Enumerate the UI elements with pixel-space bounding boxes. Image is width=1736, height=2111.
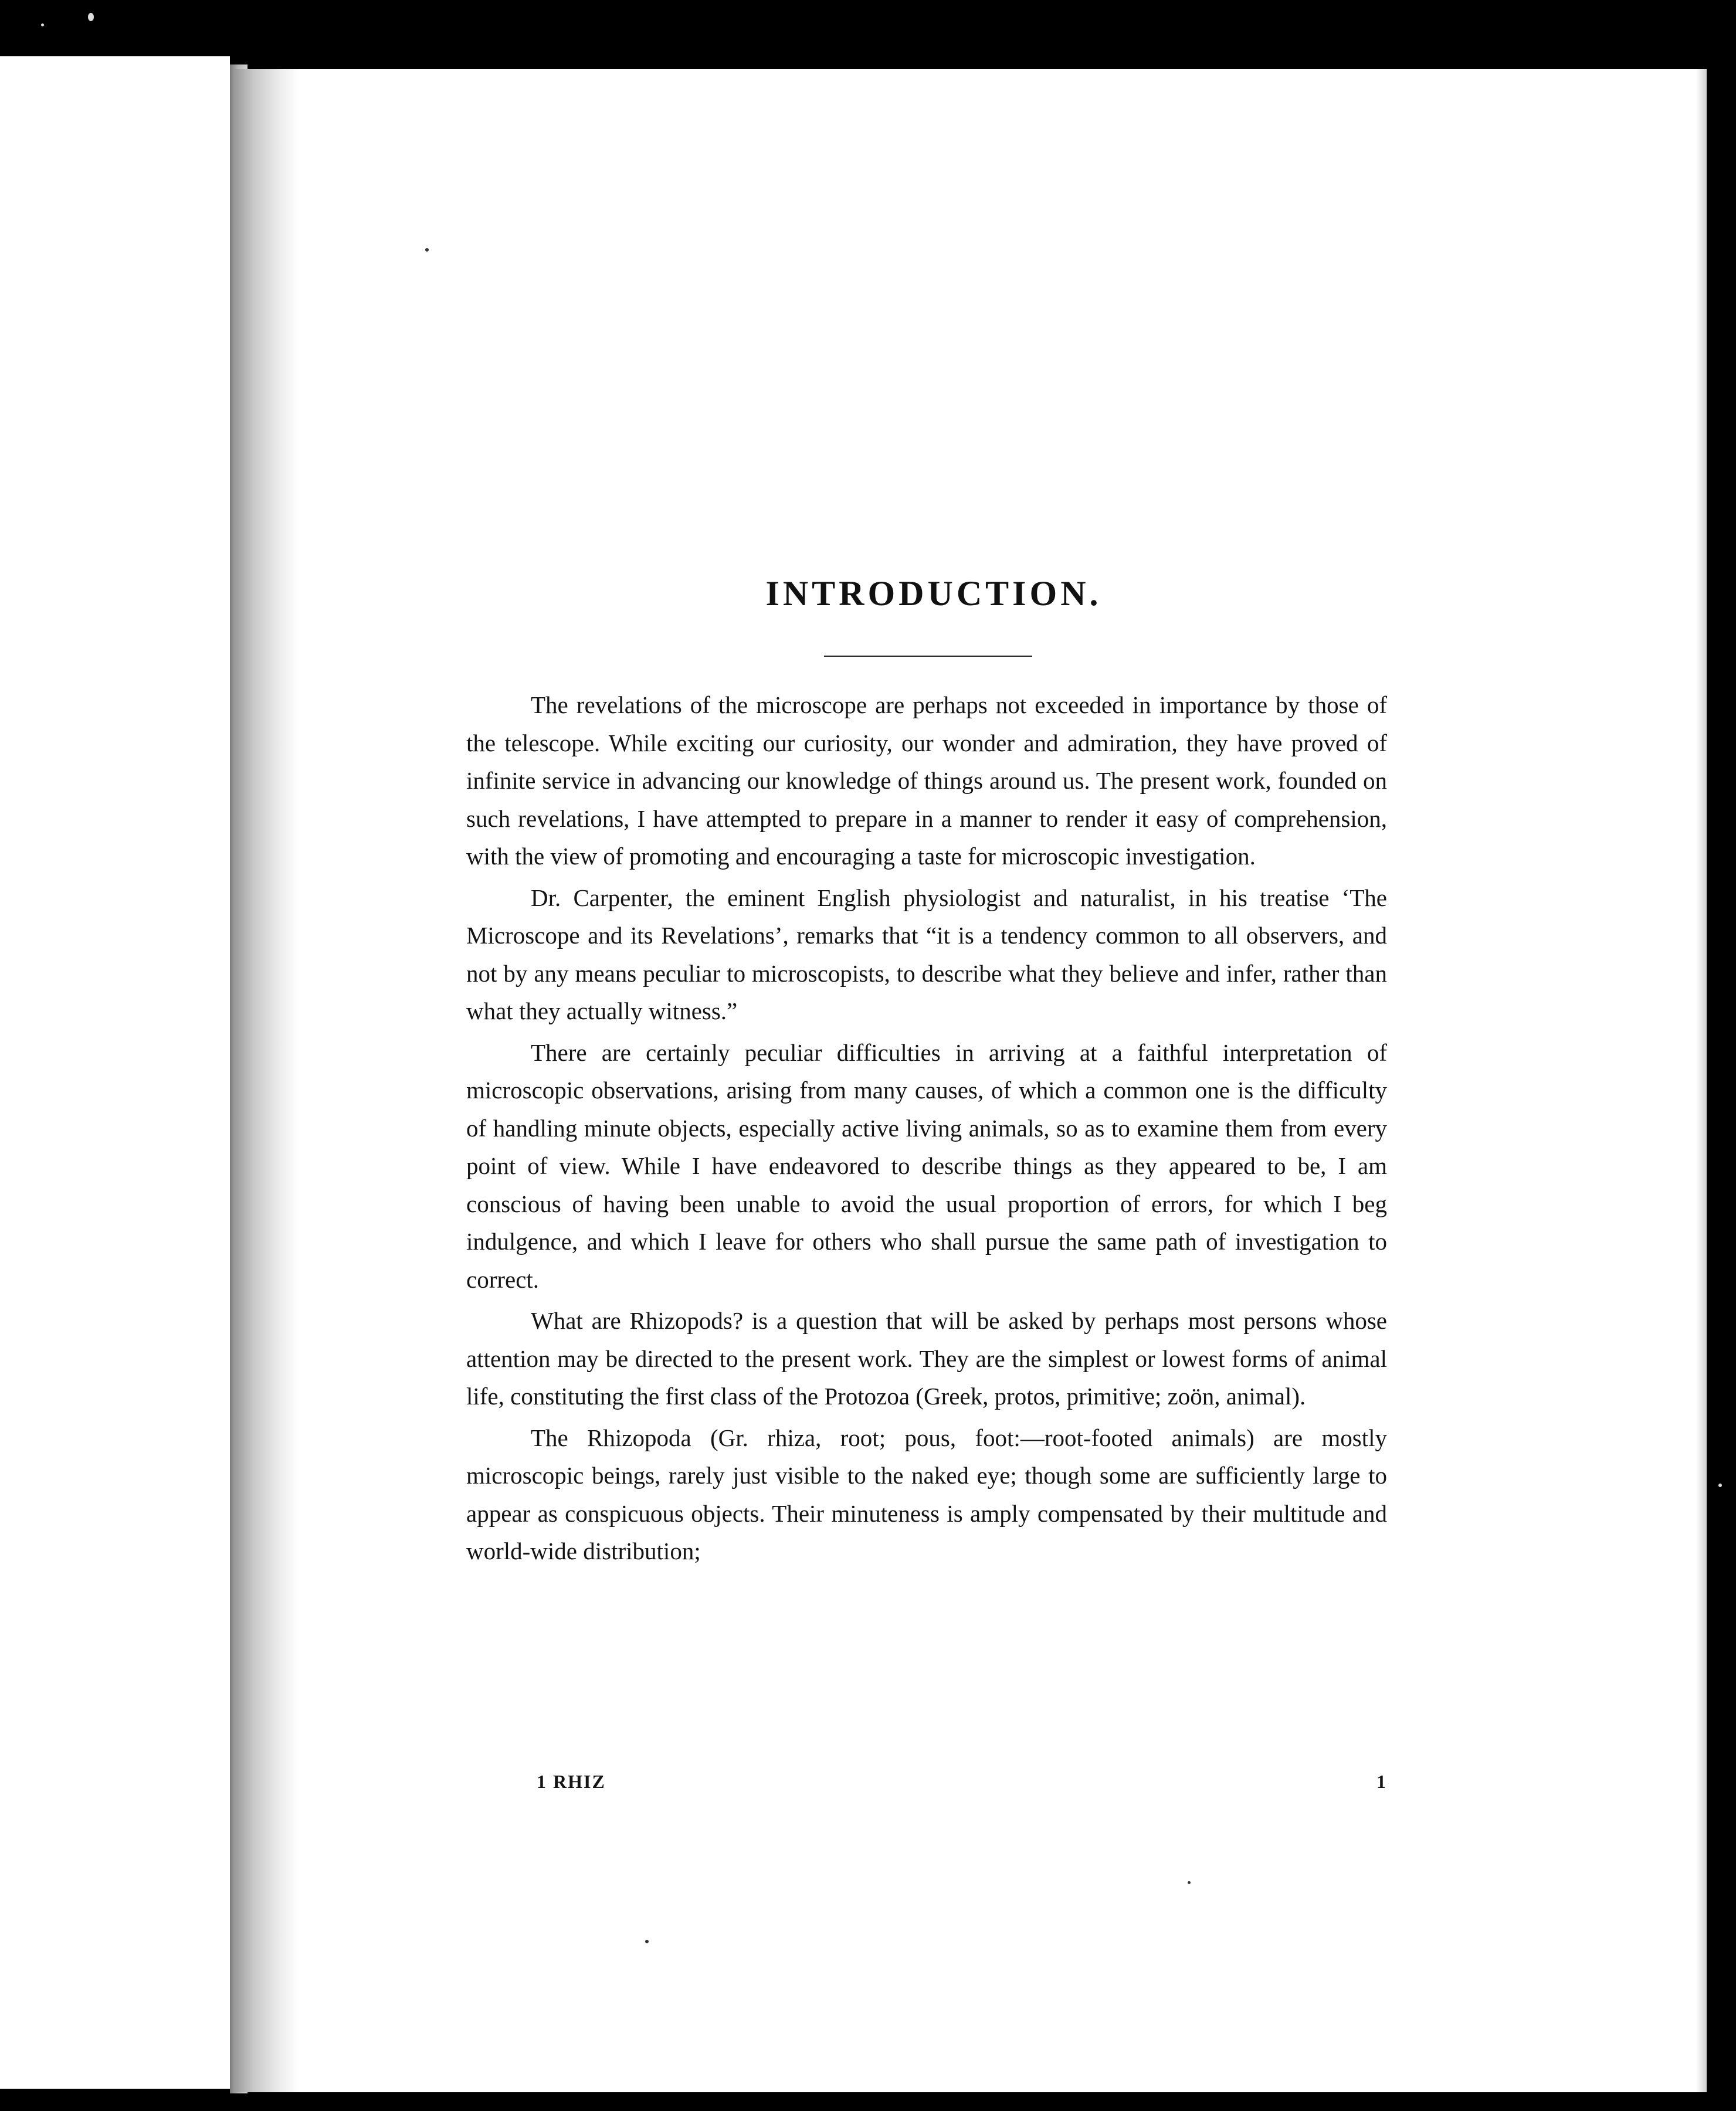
paragraph: What are Rhizopods? is a question that will be asked by perhaps most persons whose attention may be directed to the present work. They are the simplest or lowest forms of animal life, constituting the first class of the Protozoa (Greek, protos, primitive; zoön, animal). (466, 1307, 1387, 1410)
paragraph: The Rhizopoda (Gr. rhiza, root; pous, foot:—root-footed animals) are mostly microscopic beings, rarely just visible to the naked eye; though some are sufficiently large to appear as conspicuous objects. Their minuteness is amply compensated by their multitude and world-wide distribution; (466, 1424, 1387, 1564)
scan-speck (88, 13, 94, 21)
paragraph: Dr. Carpenter, the eminent English physiologist and naturalist, in his treatise ‘The Microscope and its Revelations’, remarks that “it is a tendency common to all observers, and not by any means peculiar to microscopists, to describe what they believe and infer, rather than what they actually witness.” (466, 884, 1387, 1024)
scan-speck (41, 23, 44, 26)
paragraph: The revelations of the microscope are perhaps not exceeded in importance by those of the telescope. While exciting our curiosity, our wonder and admiration, they have proved of infinite service in advancing our knowledge of things around us. The present work, founded on such revelations, I have attempted to prepare in a manner to render it easy of comprehension, with the view of promoting and encouraging a taste for microscopic investigation. (466, 691, 1387, 870)
book-page (235, 69, 1707, 2092)
chapter-title: INTRODUCTION. (765, 574, 1102, 613)
scan-speck (645, 1940, 649, 1943)
scan-speck (1718, 1484, 1722, 1487)
scan-speck (425, 248, 429, 252)
signature-mark: 1 RHIZ (537, 1771, 606, 1792)
page-footer (466, 1771, 1387, 1800)
page-right-edge (1696, 69, 1707, 2092)
body-text (466, 686, 1387, 1570)
paragraph: There are certainly peculiar difficulties in arriving at a faithful interpretation of microscopic observations, arising from many causes, of which a common one is the difficulty of handling minute objects, especially active living animals, so as to examine them from every point of view. While I have endeavored to describe things as they appeared to be, I am conscious of having been unable to avoid the usual proportion of errors, for which I beg indulgence, and which I leave for others who shall pursue the same path of investigation to correct. (466, 1038, 1387, 1293)
page-gutter-shading (235, 69, 299, 2092)
page-number: 1 (1376, 1771, 1386, 1792)
left-page-edge (0, 56, 230, 2089)
scan-speck (1188, 1881, 1191, 1884)
title-rule (824, 656, 1032, 657)
